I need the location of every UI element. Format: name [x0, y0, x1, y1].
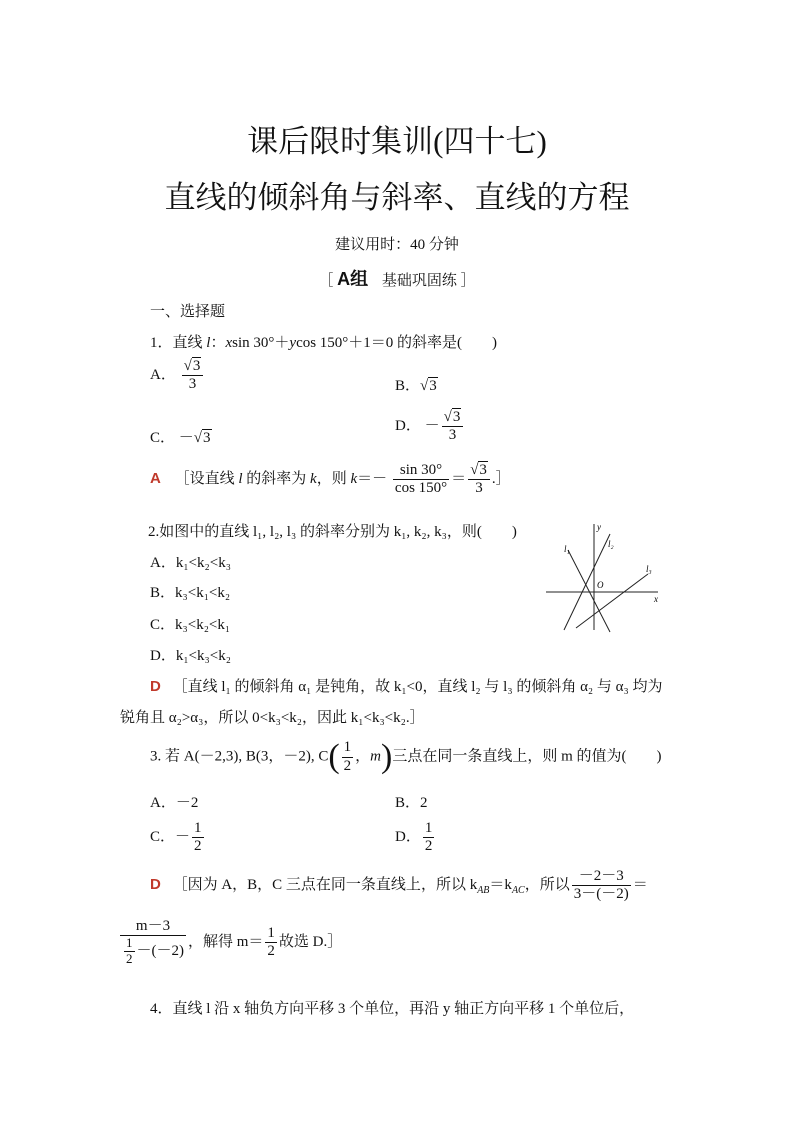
q3-solution-line2: m－3 $\frac{1}{2}$ －(－2) ，解得 m＝ $\frac{1}{2}$ 故选 D.］ [118, 918, 342, 967]
group-bracket-open: ［ [318, 273, 334, 289]
q2-option-c: C．k₃<k₂<k₁ [150, 617, 231, 633]
q1-answer: A [150, 470, 161, 488]
l2-label: l₂ [608, 539, 614, 549]
q1-option-a: A． $\frac{√3}{3}$ [150, 358, 205, 394]
q1-solution: A ［设直线 l 的斜率为 k，则 k＝－ $\frac{\sin 30^\circ}{\cos 150^\circ}$ ＝ $\frac{√3}{3}$ .］ [150, 462, 511, 497]
group-heading [0, 265, 794, 291]
page-title: 课后限时集训(四十七) [247, 124, 547, 159]
q1-option-b: B．√3 [395, 378, 437, 394]
q2-solution-line2: 锐角且 α₂>α₃，所以 0<k₃<k₂，因此 k₁<k₃<k₂.］ [120, 710, 425, 726]
q1-option-d: D． － $\frac{√3}{3}$ [395, 409, 465, 445]
q2-option-b: B．k₃<k₁<k₂ [150, 585, 231, 601]
q3-answer: D [150, 876, 161, 894]
q1-stem: 1．直线 l：xsin 30°＋ycos 150°＋1＝0 的斜率是( ) [150, 335, 498, 351]
q2-stem: 2.如图中的直线 l₁, l₂, l₃ 的斜率分别为 k₁, k₂, k₃，则( ) [148, 524, 517, 540]
page-subtitle: 直线的倾斜角与斜率、直线的方程 [164, 180, 630, 215]
q2-solution-line1: D ［直线 l₁ 的倾斜角 α₁ 是钝角，故 k₁<0，直线 l₂ 与 l₃ 的倾斜角 α₂ 与 α₃ 均为 [150, 678, 663, 695]
axis-y-label: y [597, 522, 601, 532]
q3-solution-line1: D ［因为 A，B，C 三点在同一条直线上，所以 $k_{AB}=k_{AC}$，所以 $\frac{-2-3}{3-(-2)}$ ＝ [150, 868, 648, 903]
group-bracket-close: ］ [460, 273, 476, 289]
group-letter: A组 [337, 269, 369, 289]
section-title: 一、选择题 [150, 304, 226, 320]
time-note: 建议用时：40 分钟 [335, 237, 459, 253]
q3-option-b: B．2 [395, 795, 428, 811]
line-l1 [568, 550, 610, 632]
q3-stem: 3. 若 A(－2,3), B(3，－2), C( $\frac{1}{2}$ ，m)三点在同一条直线上，则 m 的值为( ) [150, 738, 662, 775]
l3-label: l₃ [646, 564, 652, 574]
q3-option-c: C．－ $\frac{1}{2}$ [150, 820, 202, 855]
q2-option-d: D．k₁<k₃<k₂ [150, 648, 231, 664]
q3-option-d: D． $\frac{1}{2}$ [395, 820, 433, 855]
axis-x-label: x [654, 594, 658, 604]
group-name: 基础巩固练 [381, 273, 457, 289]
q2-answer: D [150, 678, 161, 695]
q2-option-a: A．k₁<k₂<k₃ [150, 555, 231, 571]
q3-option-a: A．－2 [150, 795, 199, 811]
q2-figure [540, 520, 670, 635]
origin-label: O [597, 580, 604, 590]
q1-option-c: C． －√3 [150, 430, 211, 446]
q4-stem: 4．直线 l 沿 x 轴负方向平移 3 个单位，再沿 y 轴正方向平移 1 个单位后， [150, 1001, 635, 1017]
l1-label: l₁ [564, 544, 570, 554]
